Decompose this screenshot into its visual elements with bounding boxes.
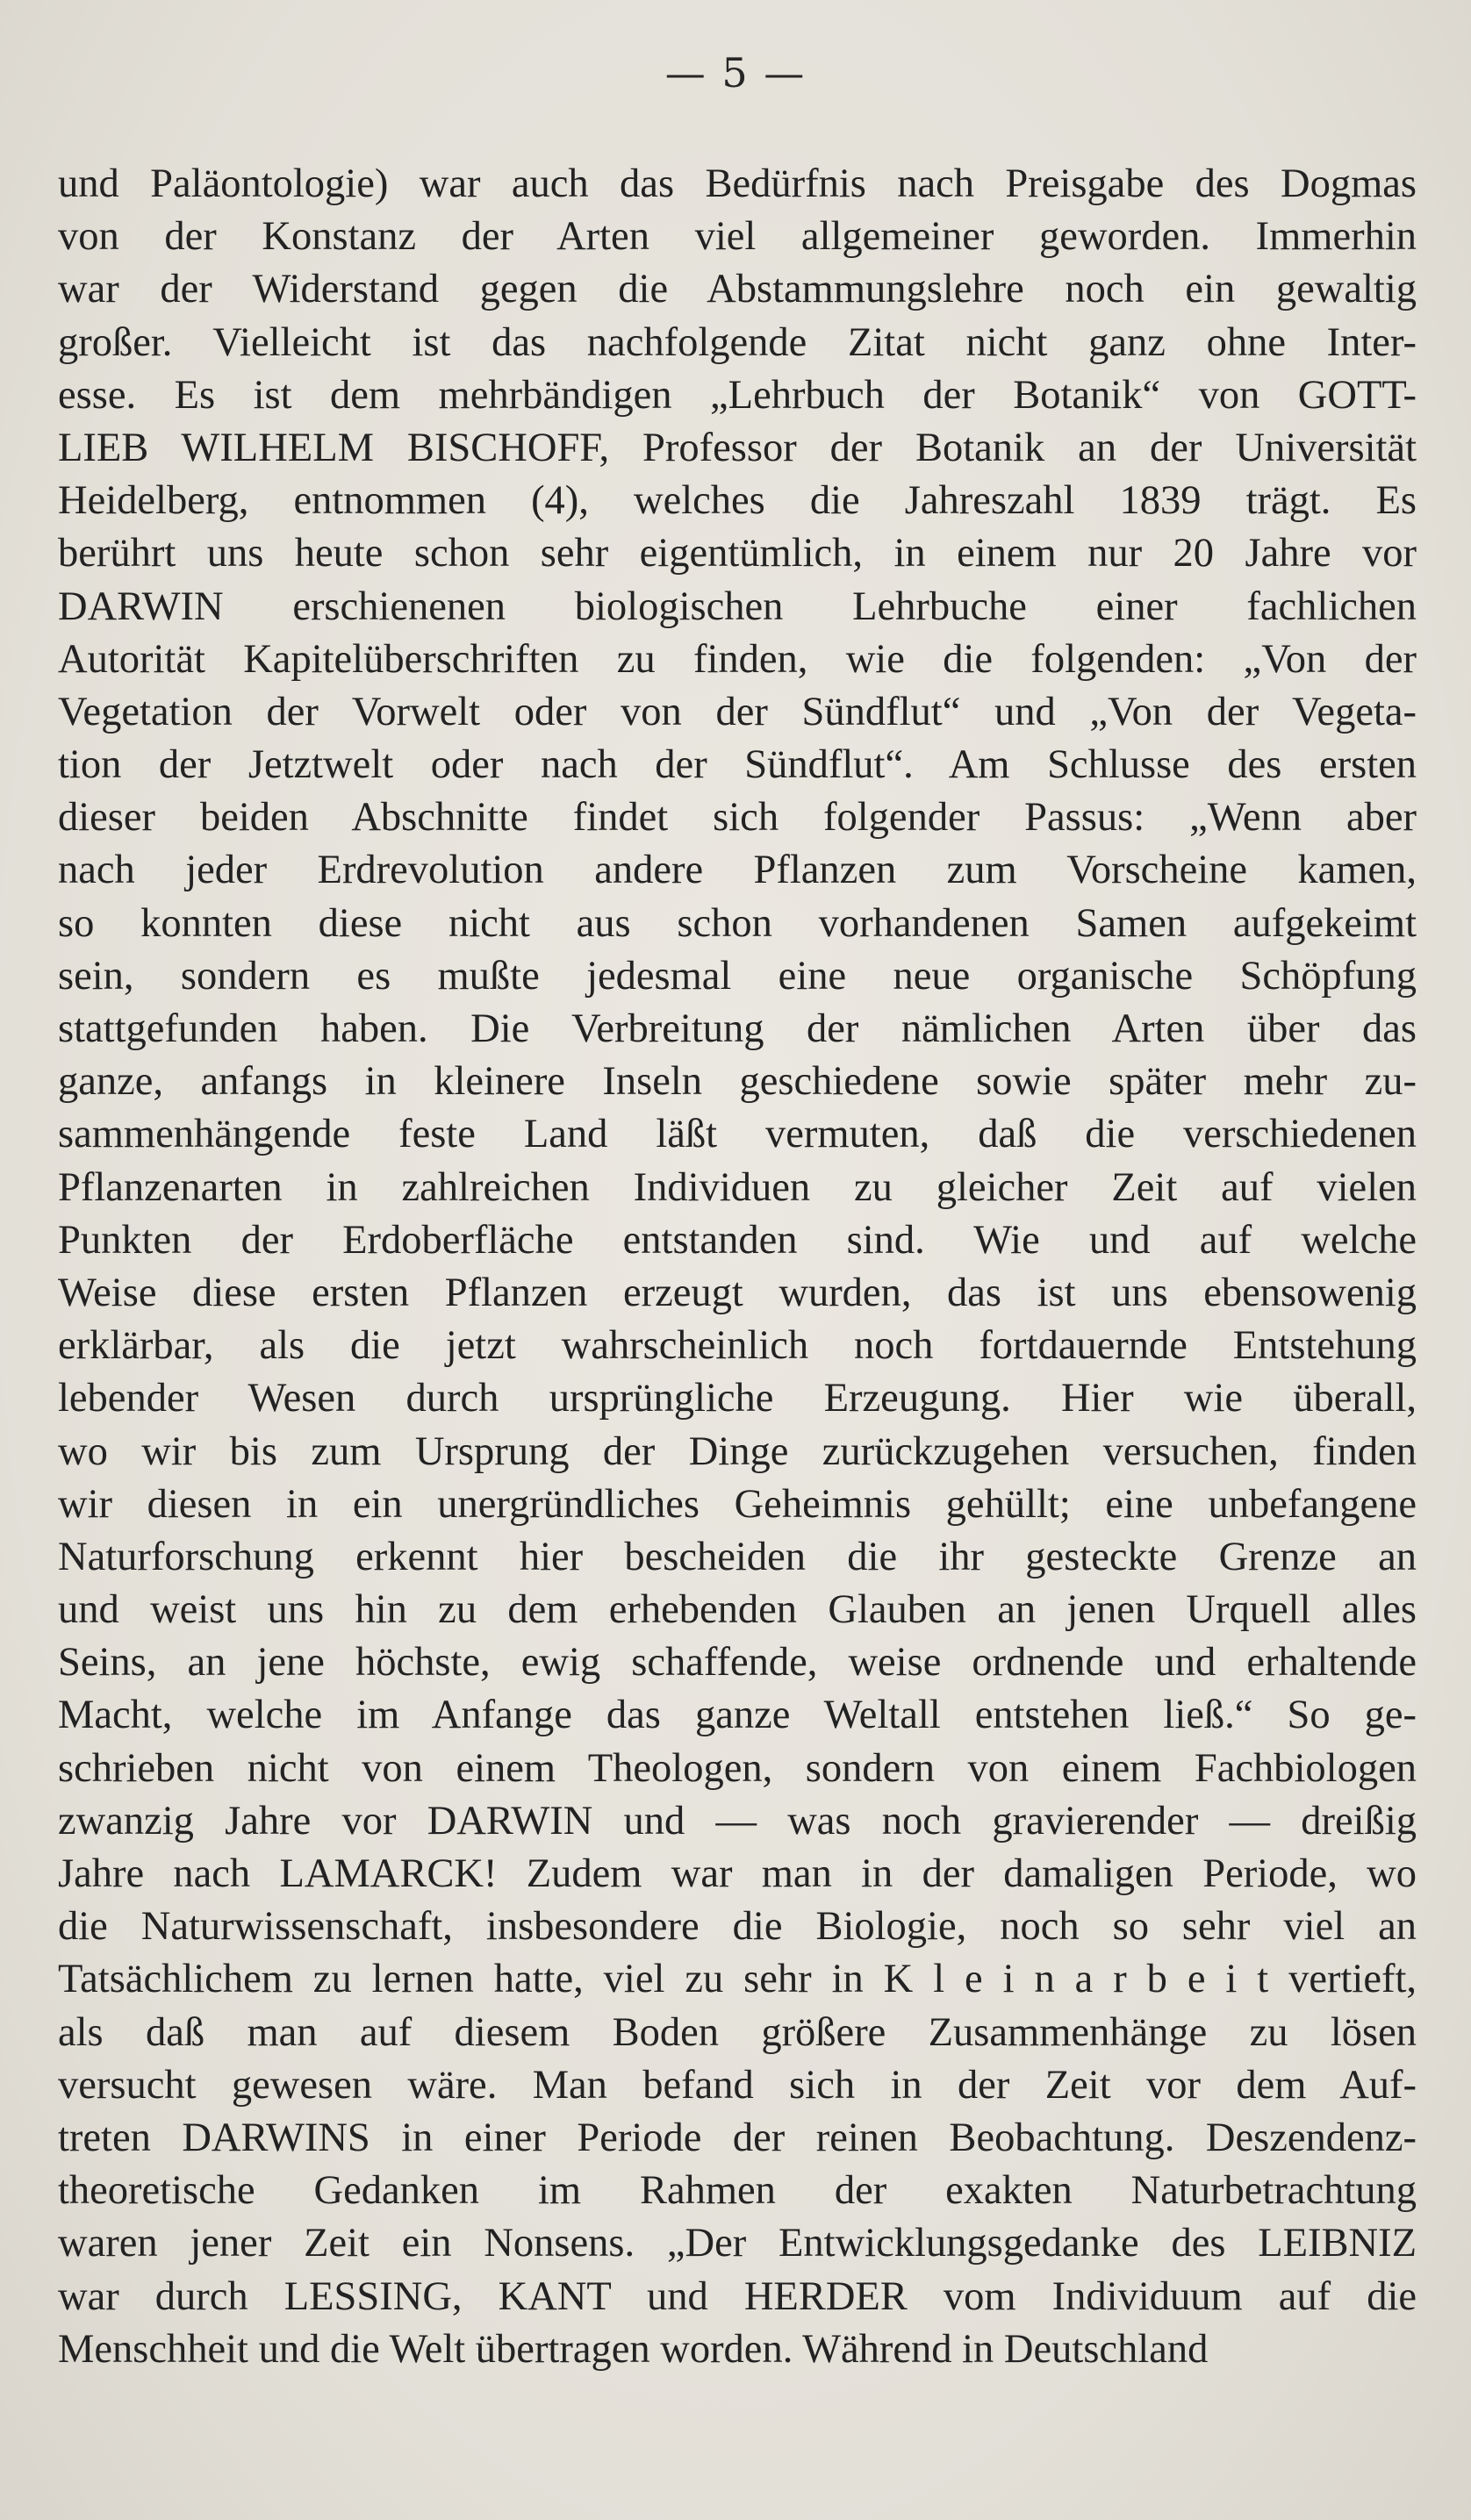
text-line: Jahre nach LAMARCK! Zudem war man in der damaligen Periode, wo [58,1851,1417,1896]
text-line: wo wir bis zum Ursprung der Dinge zurückzugehen versuchen, finden [58,1428,1417,1474]
text-line: Tatsächlichem zu lernen hatte, viel zu sehr in K l e i n a r b e i t vertieft, [58,1957,1417,2002]
text-line: berührt uns heute schon sehr eigentümlich, in einem nur 20 Jahre vor [58,531,1417,576]
body-text [58,158,1417,2376]
text-line: theoretische Gedanken im Rahmen der exakten Naturbetrachtung [58,2168,1417,2214]
text-line: lebender Wesen durch ursprüngliche Erzeugung. Hier wie überall, [58,1376,1417,1421]
text-line: stattgefunden haben. Die Verbreitung der nämlichen Arten über das [58,1006,1417,1051]
text-line: von der Konstanz der Arten viel allgemeiner geworden. Immerhin [58,214,1417,260]
text-line: waren jener Zeit ein Nonsens. „Der Entwicklungsgedanke des LEIBNIZ [58,2221,1417,2266]
text-line: so konnten diese nicht aus schon vorhandenen Samen aufgekeimt [58,900,1417,946]
text-line: versucht gewesen wäre. Man befand sich in der Zeit vor dem Auf- [58,2062,1417,2108]
text-line: sammenhängende feste Land läßt vermuten, daß die verschiedenen [58,1112,1417,1157]
text-line: und Paläontologie) war auch das Bedürfnis nach Preisgabe des Dogmas [58,161,1417,206]
text-line: LIEB WILHELM BISCHOFF, Professor der Botanik an der Universität [58,425,1417,470]
text-line: Naturforschung erkennt hier bescheiden die ihr gesteckte Grenze an [58,1534,1417,1579]
text-line: wir diesen in ein unergründliches Geheimnis gehüllt; eine unbefangene [58,1481,1417,1527]
text-line: zwanzig Jahre vor DARWIN und — was noch gravierender — dreißig [58,1798,1417,1843]
page-number: — 5 — [664,49,807,97]
text-line: Weise diese ersten Pflanzen erzeugt wurden, das ist uns ebensowenig [58,1270,1417,1315]
text-line: erklärbar, als die jetzt wahrscheinlich noch fortdauernde Entstehung [58,1323,1417,1369]
text-line: Macht, welche im Anfange das ganze Weltall entstehen ließ.“ So ge- [58,1693,1417,1738]
text-line: nach jeder Erdrevolution andere Pflanzen zum Vorscheine kamen, [58,848,1417,893]
text-line: die Naturwissenschaft, insbesondere die Biologie, noch so sehr viel an [58,1904,1417,1950]
text-line: sein, sondern es mußte jedesmal eine neue organische Schöpfung [58,953,1417,999]
text-line: Menschheit und die Welt übertragen worden. Während in Deutschland [58,2326,1209,2372]
text-line: Vegetation der Vorwelt oder von der Sündflut“ und „Von der Vegeta- [58,689,1417,734]
text-line: Pflanzenarten in zahlreichen Individuen zu gleicher Zeit auf vielen [58,1164,1417,1210]
text-line: Autorität Kapitelüberschriften zu finden, wie die folgenden: „Von der [58,636,1417,682]
text-line: DARWIN erschienenen biologischen Lehrbuche einer fachlichen [58,583,1417,629]
text-line: Seins, an jene höchste, ewig schaffende, weise ordnende und erhaltende [58,1640,1417,1686]
text-line: Heidelberg, entnommen (4), welches die Jahreszahl 1839 trägt. Es [58,478,1417,524]
text-line: und weist uns hin zu dem erhebenden Glauben an jenen Urquell alles [58,1587,1417,1633]
text-line: treten DARWINS in einer Periode der reinen Beobachtung. Deszendenz- [58,2115,1417,2160]
text-line: großer. Vielleicht ist das nachfolgende Zitat nicht ganz ohne Inter- [58,319,1417,365]
text-line: dieser beiden Abschnitte findet sich folgender Passus: „Wenn aber [58,795,1417,841]
text-line: war der Widerstand gegen die Abstammungslehre noch ein gewaltig [58,267,1417,312]
text-line: esse. Es ist dem mehrbändigen „Lehrbuch der Botanik“ von GOTT- [58,372,1417,418]
text-line: war durch LESSING, KANT und HERDER vom Individuum auf die [58,2273,1417,2319]
text-line: als daß man auf diesem Boden größere Zusammenhänge zu lösen [58,2009,1417,2055]
text-line: Punkten der Erdoberfläche entstanden sind. Wie und auf welche [58,1217,1417,1263]
text-line: ganze, anfangs in kleinere Inseln geschiedene sowie später mehr zu- [58,1059,1417,1105]
text-line: tion der Jetztwelt oder nach der Sündflut“. Am Schlusse des ersten [58,742,1417,788]
text-line: schrieben nicht von einem Theologen, sondern von einem Fachbiologen [58,1745,1417,1791]
